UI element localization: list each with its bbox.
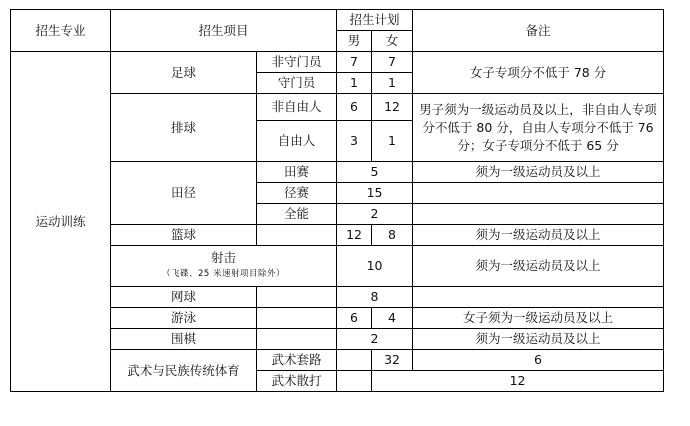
project-go: 围棋 (111, 329, 257, 350)
project-basketball: 篮球 (111, 225, 257, 246)
note-swimming: 女子须为一级运动员及以上 (413, 308, 664, 329)
project-wushu-sanda: 武术散打 (257, 371, 337, 392)
cell-male: 6 (337, 308, 372, 329)
project-football: 足球 (111, 52, 257, 94)
cell-total: 2 (337, 329, 413, 350)
sub-track-combined: 全能 (257, 204, 337, 225)
cell-male: 12 (337, 225, 372, 246)
sub-football-gk: 守门员 (257, 73, 337, 94)
header-plan: 招生计划 (337, 10, 413, 31)
cell-total: 8 (337, 287, 413, 308)
cell-female: 6 (413, 350, 664, 371)
cell-male: 1 (337, 73, 372, 94)
note-shooting: 须为一级运动员及以上 (413, 246, 664, 287)
header-project: 招生项目 (111, 10, 337, 52)
project-shooting (111, 246, 337, 287)
note-football: 女子专项分不低于 78 分 (413, 52, 664, 94)
cell-total: 10 (337, 246, 413, 287)
note-empty (413, 287, 664, 308)
cell-female: 1 (372, 121, 413, 162)
sub-empty (337, 350, 372, 371)
project-wushu-routine: 武术套路 (257, 350, 337, 371)
note-go: 须为一级运动员及以上 (413, 329, 664, 350)
sub-football-nongk: 非守门员 (257, 52, 337, 73)
sub-empty (337, 371, 372, 392)
project-volleyball: 排球 (111, 94, 257, 162)
cell-total: 15 (337, 183, 413, 204)
header-male: 男 (337, 31, 372, 52)
cell-total: 12 (372, 371, 664, 392)
major-wushu: 武术与民族传统体育 (111, 350, 257, 392)
sub-empty (257, 225, 337, 246)
header-major: 招生专业 (11, 10, 111, 52)
admissions-table (10, 9, 664, 392)
sub-track-field: 田赛 (257, 162, 337, 183)
note-volleyball: 男子须为一级运动员及以上，非自由人专项分不低于 80 分，自由人专项分不低于 76 分；女子专项分不低于 65 分 (413, 94, 664, 162)
project-track: 田径 (111, 162, 257, 225)
cell-female: 1 (372, 73, 413, 94)
cell-female: 7 (372, 52, 413, 73)
cell-total: 5 (337, 162, 413, 183)
cell-female: 12 (372, 94, 413, 121)
sub-volleyball-nonlibero: 非自由人 (257, 94, 337, 121)
note-basketball: 须为一级运动员及以上 (413, 225, 664, 246)
cell-male: 7 (337, 52, 372, 73)
header-female: 女 (372, 31, 413, 52)
header-remarks: 备注 (413, 10, 664, 52)
note-empty (413, 204, 664, 225)
project-tennis: 网球 (111, 287, 257, 308)
cell-male: 32 (372, 350, 413, 371)
cell-female: 8 (372, 225, 413, 246)
cell-male: 6 (337, 94, 372, 121)
sub-empty (257, 287, 337, 308)
cell-female: 4 (372, 308, 413, 329)
sub-empty (257, 308, 337, 329)
sub-volleyball-libero: 自由人 (257, 121, 337, 162)
note-empty (413, 183, 664, 204)
cell-total: 2 (337, 204, 413, 225)
sub-empty (257, 329, 337, 350)
note-track: 须为一级运动员及以上 (413, 162, 664, 183)
project-shooting-title: 射击 (211, 250, 237, 265)
cell-male: 3 (337, 121, 372, 162)
project-shooting-note: （飞碟、25 米速射项目除外） (161, 269, 286, 279)
project-swimming: 游泳 (111, 308, 257, 329)
sub-track-running: 径赛 (257, 183, 337, 204)
major-sports-training: 运动训练 (11, 52, 111, 392)
